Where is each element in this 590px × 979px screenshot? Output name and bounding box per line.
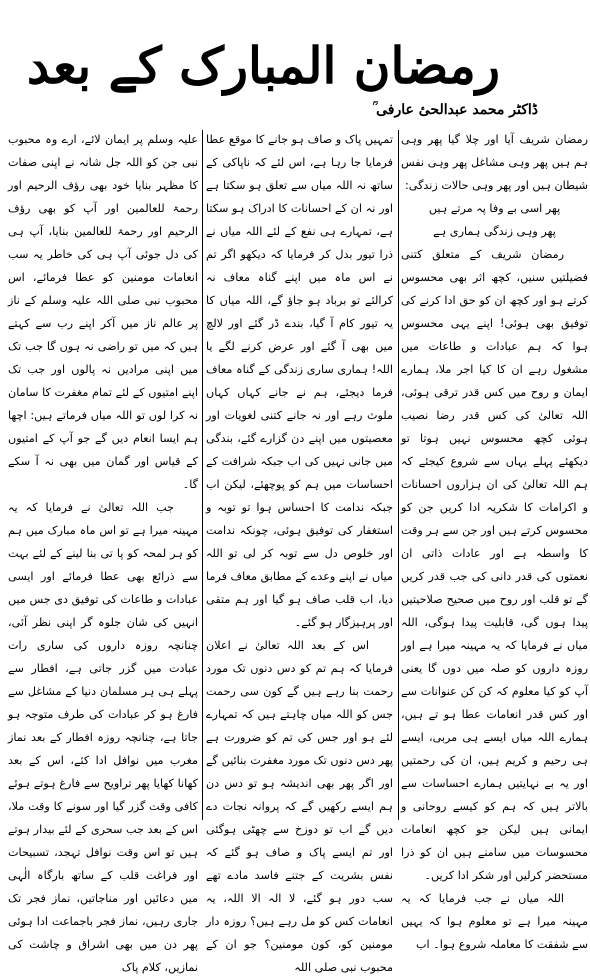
paragraph: رمضان شریف کے متعلق کتنی فضیلتیں سنیں، کچھ اثر بھی محسوس کرتے ہو اور کچھ ان کو حق ادا کرنے کی توفیق بھی ہوئی! اپنے یہی محسوس ہوا کہ ہم عبادات و طاعات میں مشغول رہے ان کا کیا اجر ملا، ہمارے ایمان و روح میں کس قدر ترقی ہوئی، اللہ تعالیٰ کی کس قدر رضا نصیب ہوئی کچھ محسوس نہیں ہوتا تو دیکھئے پہلے یہاں سے شروع کیجئے کہ ہم اللہ تعالیٰ کی ان ہزاروں احسانات و اکرامات کا شکریہ ادا کریں جن کو محسوس کرتے ہیں اور جن سے ہر وقت کا واسطہ ہے اور عادات ذاتی ان نعمتوں کی قدر دانی کی جب قدر کریں گے تو قلب اور روح میں صحیح صلاحیتیں پیدا ہوں گی، قابلیت پیدا ہوگی، اللہ میاں نے فرمایا کہ یہ مہینہ میرا ہے اور روزہ داروں کو صلہ میں دوں گا یعنی آپ کو کیا معلوم کہ کن کن عنوانات سے اور کس قدر انعامات عطا ہو تے ہیں، ہمارے اللہ میاں ایسے ہی مربی، ایسے ہی رحیم و کریم ہیں، ان کی رحمتیں اور یہ بے نہایتیں ہمارے احساسات سے بالاتر ہیں کہ ہم کو کیسے روحانی و ایمانی ہیں لیکن جو کچھ انعامات محسوسات میں سامنے ہیں ان کو ذرا مستحضر کرلیں اور شکر ادا کریں۔ — [401, 248, 588, 882]
column-divider — [202, 130, 203, 820]
poem-line: پھر اسی بے وفا پہ مرتے ہیں — [428, 202, 561, 215]
article-title: رمضان المبارک کے بعد — [26, 36, 500, 95]
paragraph: تمہیں پاک و صاف ہو جانے کا موقع عطا فرمایا جا رہا ہے، اس لئے کہ ناپاکی کے ساتھ نہ اللہ میاں سے تعلق ہو سکتا ہے اور نہ ان کے احسانات کا ادراک ہو سکتا ہے، تمہارے ہی نفع کے لئے اللہ میاں نے ذرا تیور بدل کر فرمایا کہ دیکھو اگر تم نے اس ماہ میں اپنے گناہ معاف نہ کرالئے تو برباد ہو جاؤ گے، اللہ میاں کا یہ تیور کام آ گیا، بندے ڈر گئے اور لالچ میں بھی آ گئے اور عرض کرنے لگے یا اللہ! ہماری ساری زندگی کے گناہ معاف فرما دیجئے، ہم نے جانے کہاں کہاں ملوث رہے اور نہ جانے کتنی لغویات اور معصیتوں میں اپنے دن گزارے گئے، بندگی میں جانی نہیں کی اب جبکہ شرافت کے احساسات میں ہم کو پوچھئے، لیکن اب جبکہ ندامت کا احساس ہوا تو توبہ و استغفار کی توفیق ہوئی، چونکہ ندامت اور خلوص دل سے توبہ کر لی تو اللہ میاں نے اپنے وعدے کے مطابق معاف فرما دیا، اب قلب صاف ہو گیا اور ہم متقی اور پرہیزگار ہو گئے۔ — [206, 133, 393, 629]
paragraph: اس کے بعد اللہ تعالیٰ نے اعلان فرمایا کہ ہم تم کو دس دنوں تک مورد رحمت بنا رہے ہیں گے کون سی رحمت جس کو اللہ میاں چاہتے ہیں کہ تمہارے لئے ہو اور جس کی تم کو ضرورت ہے پھر دس دنوں تک مورد مغفرت بنائیں گے اور اگر پھر بھی اندیشہ ہو تو دس دن ہم ایسے رکھیں گے کہ پروانہ نجات دے دیں گے اب تو دوزخ سے چھٹی ہوگئی اور تم ایسے پاک و صاف ہو گئے کہ نفس بشریت کے جتنے فاسد مادے تھے سب دور ہو گئے، لا الہ الا اللہ، یہ انعامات کس کو مل رہے ہیں؟ روزہ دار مومنین کو، کون مومنین؟ جو ان کے محبوب نبی صلی اللہ — [206, 639, 393, 974]
paragraph: جب اللہ تعالیٰ نے فرمایا کہ یہ مہینہ میرا ہے تو اس ماہ مبارک میں ہم کو ہر لمحہ کو پا تی بنا لینے کے لئے بہت سے ذرائع بھی عطا فرمائے اور ایسی عبادات و طاعات کی توفیق دی جس میں انہیں کی شان جلوہ گر اپنی نظر آئی، چنانچہ روزہ داروں کی ساری رات عبادت میں گزر جاتی ہے، افطار سے پہلے ہی ہر مسلمان دنیا کے مشاغل سے فارغ ہو کر عبادات کی طرف متوجہ ہو جاتا ہے، چنانچہ روزہ افطار کے بعد نماز مغرب میں نوافل ادا کئے، اس کے بعد کھانا کھایا پھر تراویح سے فارغ ہوتے ہوئے کافی وقت گزر گیا اور سونے کا وقت ملا، اس کے بعد جب سحری کے لئے بیدار ہوتے ہیں تو اس وقت نوافل تہجد، تسبیحات اور فراغت قلب کے ساتھ بارگاہ الٰہی میں دعائیں اور مناجاتیں، نماز فجر تک جاری رہیں، نماز فجر باجماعت ادا ہوئی پھر دن میں بھی اشراق و چاشت کی نمازیں، کلام پاک — [8, 501, 198, 974]
poem-line: پھر وہی زندگی ہماری ہے — [433, 225, 556, 238]
article-column-1 — [401, 128, 588, 951]
paragraph: اللہ میاں نے جب فرمایا کہ یہ مہینہ میرا ہے تو معلوم ہوا کہ یہیں سے شفقت کا معاملہ شروع ہوا۔ اب — [401, 892, 588, 951]
column-divider — [398, 130, 399, 820]
paragraph: علیہ وسلم پر ایمان لائے، ارے وہ محبوب نبی جن کو اللہ جل شانہ نے اپنی صفات کا مظہر بنایا خود بھی رؤف الرحیم اور رحمۃ للعالمین اور آپ کو بھی رؤف الرحیم اور رحمۃ للعالمین بنایا، آپ ہی کی دل جوئی آپ ہی کی خاطر یہ سب انعامات مومنین کو عطا فرمائے، اس محبوب نبی صلی اللہ علیہ وسلم کے ناز پر عالم ناز میں آکر اپنے رب سے کہتے ہیں کہ میں تو راضی نہ ہوں گا جب تک میں اپنی مرادیں نہ پالوں اور جب تک اپنے امتیوں کے لئے تمام مغفرت کا سامان نہ کرا لوں تو اللہ میاں فرماتے ہیں: اچھا ہم ایسا انعام دیں گے جو آپ کے امتیوں کے قیاس اور گمان میں بھی نہ آ سکے گا۔ — [8, 133, 198, 491]
author-byline: ڈاکٹر محمد عبدالحیٔ عارفی ؒ — [372, 102, 538, 118]
paragraph: رمضان شریف آیا اور چلا گیا پھر وہی ہم ہیں پھر وہی مشاغل پھر وہی نفس شیطان ہیں اور پھر وہی حالات زندگی: — [401, 133, 588, 192]
article-column-3 — [8, 128, 198, 974]
article-column-2 — [206, 128, 393, 974]
